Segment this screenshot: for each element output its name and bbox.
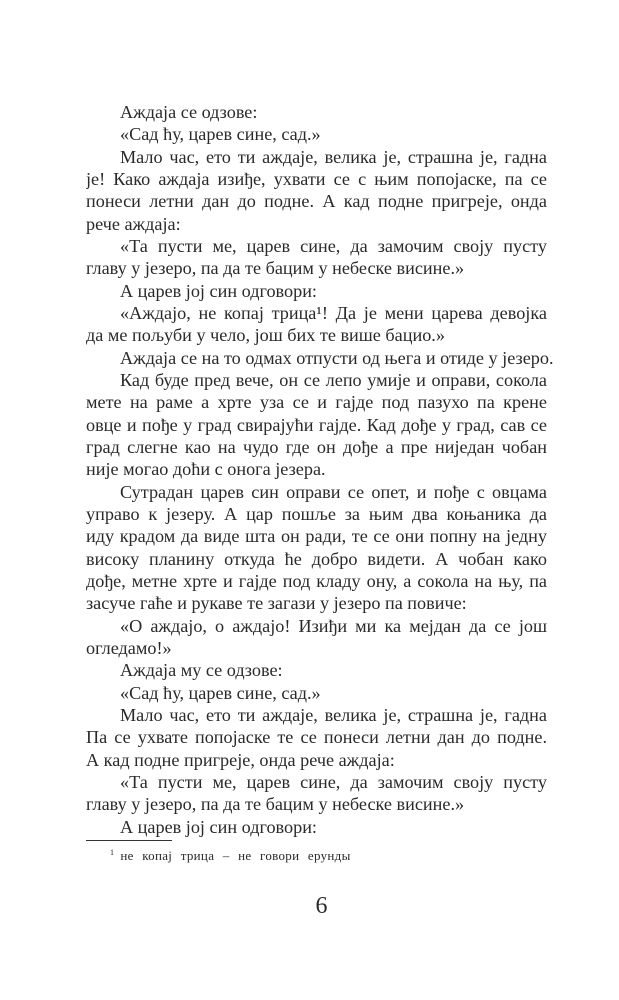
- footnote-text: не копај трица – не говори ерунды: [120, 848, 351, 863]
- text-line: високу планину откуда ће добро видети. А чобан како: [86, 548, 547, 569]
- paragraph: [86, 369, 547, 481]
- paragraph: [86, 615, 547, 660]
- body-text: [86, 101, 554, 838]
- text-line: огледамо!»: [86, 637, 172, 658]
- paragraph: [86, 235, 547, 280]
- paragraph: [86, 659, 547, 681]
- text-line: «Аждајо, не копај трица¹! Да је мени царева девојка: [120, 302, 547, 323]
- paragraph: [86, 146, 547, 235]
- text-line: Аждаја му се одзове:: [120, 660, 283, 681]
- paragraph: [86, 481, 547, 615]
- text-line: «Та пусти ме, царев сине, да замочим своју пусту: [120, 771, 547, 792]
- text-line: засуче гаће и рукаве те загази у језеро па повиче:: [86, 593, 467, 614]
- text-line: А царев јој син одговори:: [120, 816, 317, 837]
- text-line: А царев јој син одговори:: [120, 280, 317, 301]
- paragraph: [86, 682, 547, 704]
- text-line: град слегне као на чудо где он дође а пре ниједан чобан: [86, 436, 547, 457]
- text-line: да ме пољуби у чело, још бих те више бацио.»: [86, 325, 445, 346]
- text-line: управо к језеру. А цар пошље за њим два коњаника да: [86, 503, 547, 524]
- text-line: «Та пусти ме, царев сине, да замочим своју пусту: [120, 235, 547, 256]
- text-line: Аждаја се одзове:: [120, 102, 258, 122]
- text-line: Па се ухвате попојаске те се понеси летни дан до подне.: [86, 727, 547, 748]
- text-line: иду крадом да виде шта он ради, те се они попну на једну: [86, 526, 547, 547]
- text-line: Мало час, ето ти аждаје, велика је, страшна је, гадна: [120, 146, 547, 167]
- text-line: Аждаја се на то одмах отпусти од њега и отиде у језеро.: [120, 347, 554, 368]
- text-line: Кад буде пред вече, он се лепо умије и оправи, сокола: [120, 369, 547, 390]
- text-line: Сутрадан царев син оправи се опет, и пође с овцама: [120, 481, 547, 502]
- text-line: главу у језеро, па да те бацим у небеске висине.»: [86, 258, 465, 279]
- paragraph: [86, 704, 547, 771]
- paragraph: [86, 347, 554, 369]
- text-line: «О аждајо, о аждајо! Изиђи ми ка мејдан да се још: [120, 615, 547, 636]
- paragraph: [86, 280, 547, 302]
- page-number: 6: [315, 893, 328, 919]
- text-line: Мало час, ето ти аждаје, велика је, страшна је, гадна: [120, 704, 547, 725]
- text-line: главу у језеро, па да те бацим у небеске висине.»: [86, 794, 465, 815]
- paragraph: [86, 816, 547, 838]
- text-line: «Сад ћу, царев сине, сад.»: [120, 682, 321, 703]
- footnote: [110, 848, 351, 864]
- text-line: А кад подне пригреје, онда рече аждаја:: [86, 749, 395, 770]
- text-line: понеси летни дан до подне. А кад подне пригреје, онда: [86, 191, 547, 212]
- text-line: мете на раме а хрте уза се и гајде под пазухо па крене: [86, 392, 547, 413]
- paragraph: [86, 101, 547, 123]
- text-line: је! Како аждаја изиђе, ухвати се с њим попојаске, па се: [86, 168, 547, 189]
- text-line: овце и пође у град свирајући гајде. Кад дође у град, сав се: [86, 414, 547, 435]
- paragraph: [86, 771, 547, 816]
- paragraph: [86, 123, 547, 145]
- text-line: «Сад ћу, царев сине, сад.»: [120, 124, 321, 145]
- text-line: дође, метне хрте и гајде под кладу ону, а сокола на њу, па: [86, 570, 547, 591]
- text-line: није могао доћи с онога језера.: [86, 459, 326, 480]
- text-line: рече аждаја:: [86, 213, 181, 234]
- footnote-marker: 1: [110, 848, 115, 857]
- footnote-divider: [86, 840, 172, 841]
- paragraph: [86, 302, 547, 347]
